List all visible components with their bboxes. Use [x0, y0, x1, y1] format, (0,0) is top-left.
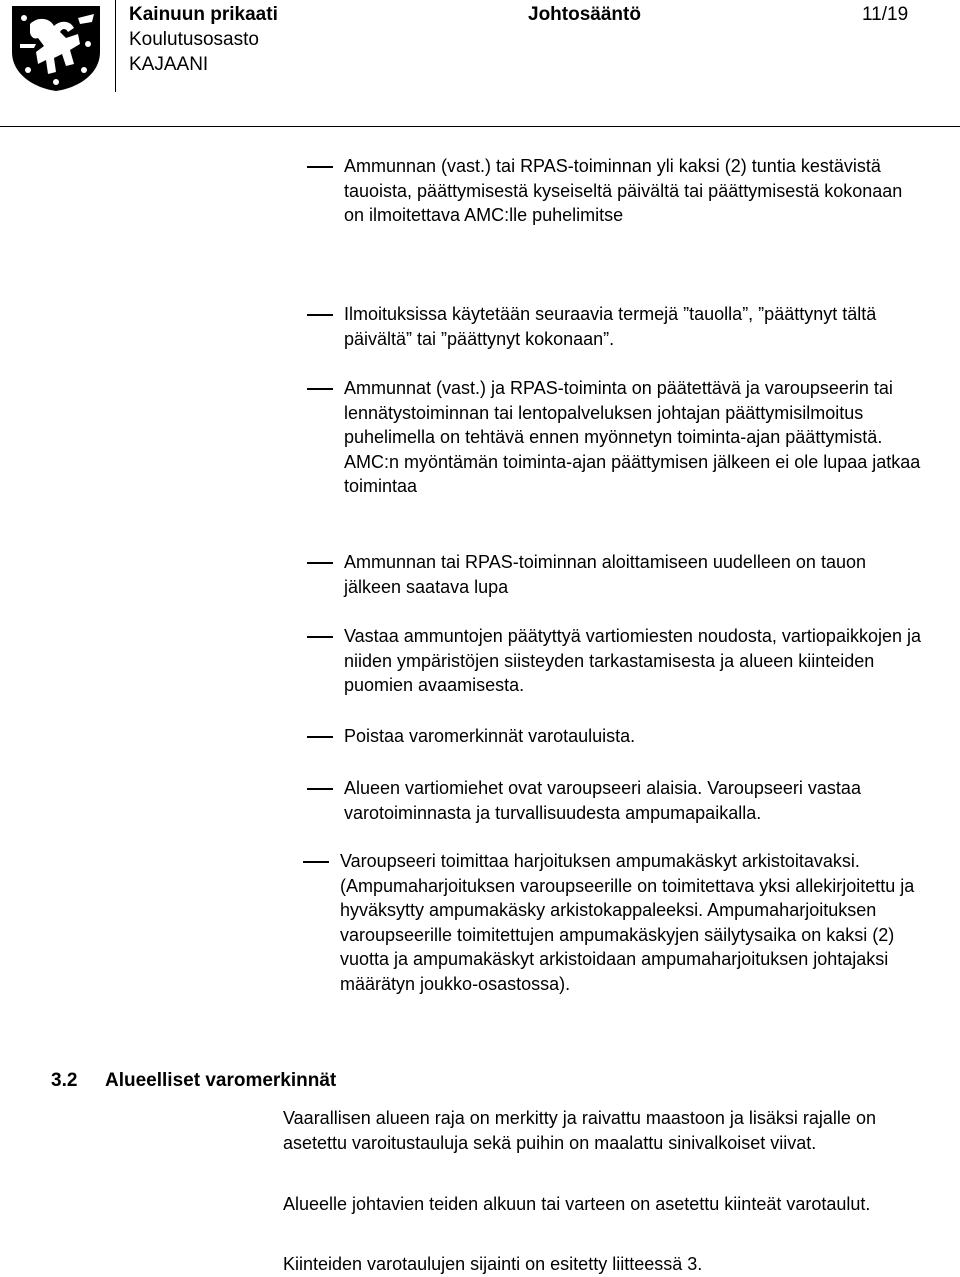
section-paragraph: Kiinteiden varotaulujen sijainti on esitetty liitteessä 3.: [283, 1254, 703, 1274]
list-item-text: Vastaa ammuntojen päätyttyä vartiomiesten noudosta, vartiopaikkojen ja niiden ympäristöjen siisteyden tarkastamisesta ja alueen kiinteiden puomien avaamisesta.: [344, 626, 921, 695]
list-item-text: Alueen vartiomiehet ovat varoupseeri alaisia. Varoupseeri vastaa varotoiminnasta ja turvallisuudesta ampumapaikalla.: [344, 778, 861, 823]
header-rule: [0, 126, 960, 127]
organization-name: Kainuun prikaati: [129, 4, 278, 25]
section-heading: [51, 1069, 336, 1093]
dash-bullet: [303, 861, 329, 863]
section-title: Alueelliset varomerkinnät: [105, 1070, 337, 1091]
section-paragraph: Alueelle johtavien teiden alkuun tai varteen on asetettu kiinteät varotaulut.: [283, 1194, 871, 1214]
list-item-text: Ammunnan (vast.) tai RPAS-toiminnan yli kaksi (2) tuntia kestävistä tauoista, päättymisestä kyseiseltä päivältä tai päättymisestä kokonaan on ilmoitettava AMC:lle puhelimitse: [344, 156, 903, 225]
lion-coat-of-arms-icon: [8, 4, 104, 92]
list-item-text: Ilmoituksissa käytetään seuraavia termejä ”tauolla”, ”päättynyt tältä päivältä” tai ”päättynyt kokonaan”.: [344, 304, 877, 349]
list-item-text: Ammunnat (vast.) ja RPAS-toiminta on päätettävä ja varoupseerin tai lennätystoiminnan tai lentopalveluksen johtajan päättymisilmoitus puhelimella on tehtävä ennen myönnetyn toiminta-ajan päättymistä. AMC:n myöntämän toiminta-ajan päättymisen jälkeen ei ole lupaa jatkaa toimintaa: [344, 378, 921, 496]
dash-bullet: [307, 388, 333, 390]
page-number: 11/19: [862, 4, 909, 25]
dash-bullet: [307, 314, 333, 316]
list-item-text: Varoupseeri toimittaa harjoituksen ampumakäskyt arkistoitavaksi. (Ampumaharjoituksen varoupseerille on toimitettava yksi allekirjoitettu ja hyväksytty ampumakäsky arkistokappaleeksi. Ampumaharjoituksen varoupseerille toimitettujen ampumakäskyjen säilytysaika on kaksi (2) vuotta ja ampumakäskyt arkistoidaan ampumaharjoituksen johtajaksi määrätyn joukko-osastossa).: [340, 851, 915, 994]
section-paragraph: Vaarallisen alueen raja on merkitty ja raivattu maastoon ja lisäksi rajalle on asetettu varoitustauluja sekä puihin on maalattu sinivalkoiset viivat.: [283, 1108, 876, 1153]
department-name: Koulutusosasto: [129, 29, 259, 50]
list-item-text: Ammunnan tai RPAS-toiminnan aloittamiseen uudelleen on tauon jälkeen saatava lupa: [344, 552, 866, 597]
dash-bullet: [307, 788, 333, 790]
dash-bullet: [307, 736, 333, 738]
list-item-text: Poistaa varomerkinnät varotauluista.: [344, 726, 636, 746]
dash-bullet: [307, 562, 333, 564]
dash-bullet: [307, 636, 333, 638]
city-name: KAJAANI: [129, 54, 209, 75]
section-number: 3.2: [51, 1070, 78, 1091]
document-type: Johtosääntö: [528, 4, 641, 25]
dash-bullet: [307, 166, 333, 168]
header-divider: [115, 0, 116, 92]
